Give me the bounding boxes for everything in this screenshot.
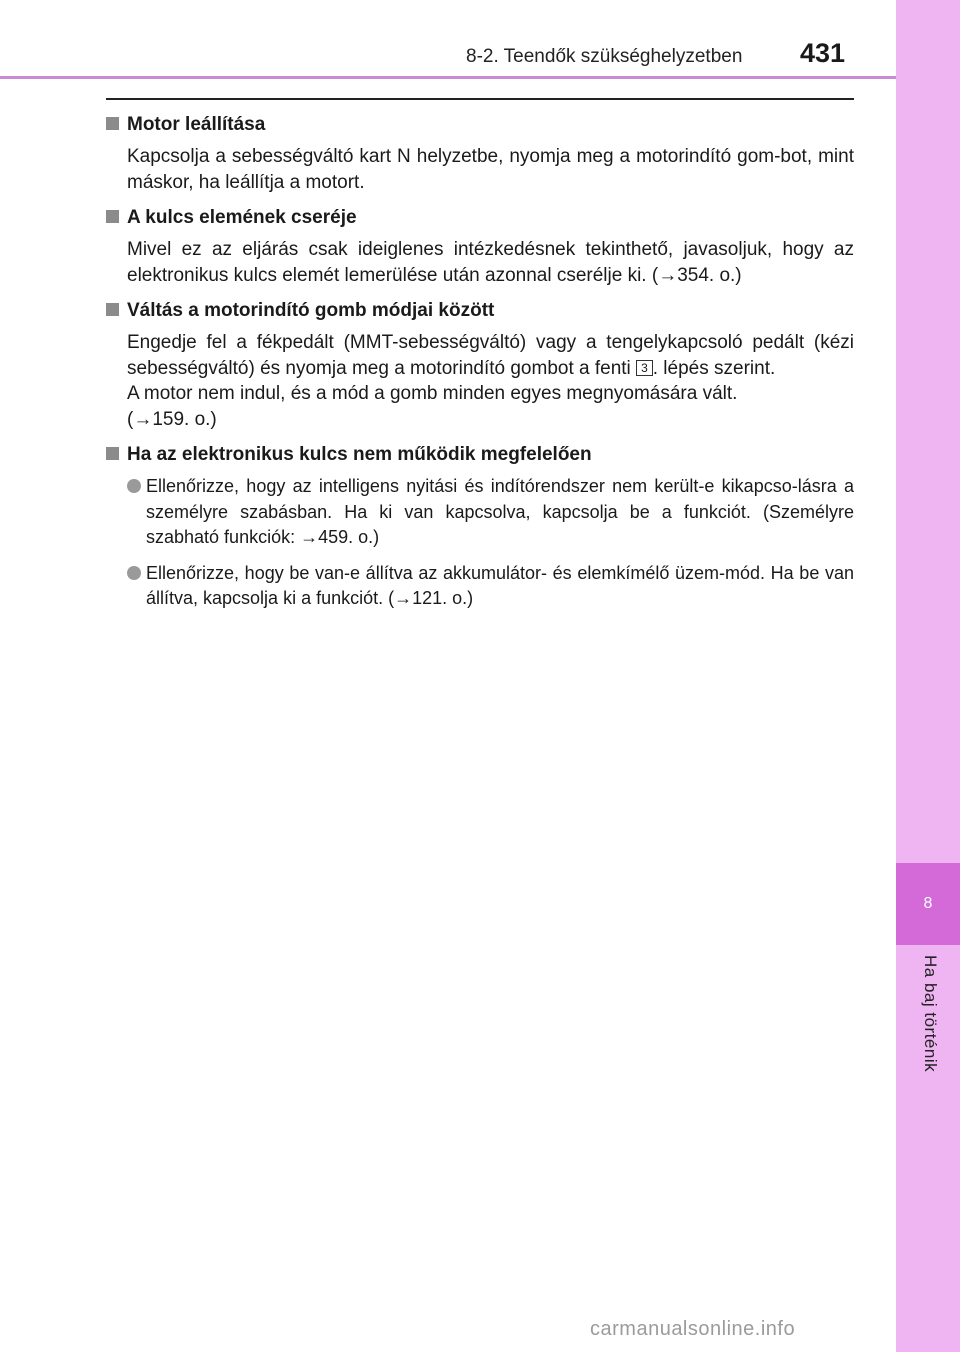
watermark: carmanualsonline.info [590, 1318, 796, 1340]
paragraph-text: . lépés szerint. [652, 357, 776, 379]
chapter-number: 8 [896, 863, 960, 945]
section-heading [106, 298, 854, 324]
section-paragraph [127, 330, 854, 432]
page-number: 431 [800, 38, 846, 68]
section-heading [106, 112, 854, 138]
section-paragraph: Kapcsolja a sebességváltó kart N helyzetbe, nyomja meg a motorindító gom-bot, mint máskor, ha leállítja a motort. [127, 146, 854, 193]
chapter-title: Ha baj történik [921, 955, 940, 1073]
round-bullet-icon [127, 479, 141, 493]
paragraph-text: Engedje fel a fékpedált (MMT-sebességváltó) vagy a tengelykapcsoló pedált (kézi sebességváltó) és nyomja meg a motorindító gombot a fenti [127, 332, 854, 379]
page-content [106, 108, 854, 622]
list-item [127, 561, 854, 612]
section-heading-text: Váltás a motorindító gomb módjai között [127, 300, 495, 321]
list-item [127, 474, 854, 551]
square-bullet-icon [106, 210, 119, 223]
page-reference: (→159. o.) [127, 408, 217, 430]
header-section-title: 8-2. Teendők szükséghelyzetben [466, 46, 743, 67]
list-item-text: Ellenőrizze, hogy az intelligens nyitási és indítórendszer nem került-e kikapcso-lásra a személyre szabásban. Ha ki van kapcsolva, kapcsolja be a funkciót. (Személyre szabható funkciók: →459. o.) [146, 476, 854, 547]
chapter-side-tab[interactable] [896, 0, 960, 1352]
section-heading-text: Motor leállítása [127, 114, 266, 135]
round-bullet-icon [127, 566, 141, 580]
list-item-text: Ellenőrizze, hogy be van-e állítva az akkumulátor- és elemkímélő üzem-mód. Ha be van állítva, kapcsolja ki a funkciót. (→121. o.) [146, 562, 854, 608]
section-heading [106, 205, 854, 231]
square-bullet-icon [106, 117, 119, 130]
step-number-box: 3 [636, 360, 653, 376]
page-header [0, 0, 896, 79]
section-heading [106, 442, 854, 468]
section-paragraph: Mivel ez az eljárás csak ideiglenes intézkedésnek tekinthető, javasoljuk, hogy az elektronikus kulcs elemét lemerülése után azonnal cserélje ki. (→354. o.) [127, 239, 854, 286]
section-heading-text: A kulcs elemének cseréje [127, 207, 357, 228]
square-bullet-icon [106, 303, 119, 316]
square-bullet-icon [106, 447, 119, 460]
top-divider [106, 98, 854, 100]
paragraph-text: A motor nem indul, és a mód a gomb minden egyes megnyomására vált. [127, 383, 738, 404]
section-heading-text: Ha az elektronikus kulcs nem működik megfelelően [127, 444, 592, 465]
